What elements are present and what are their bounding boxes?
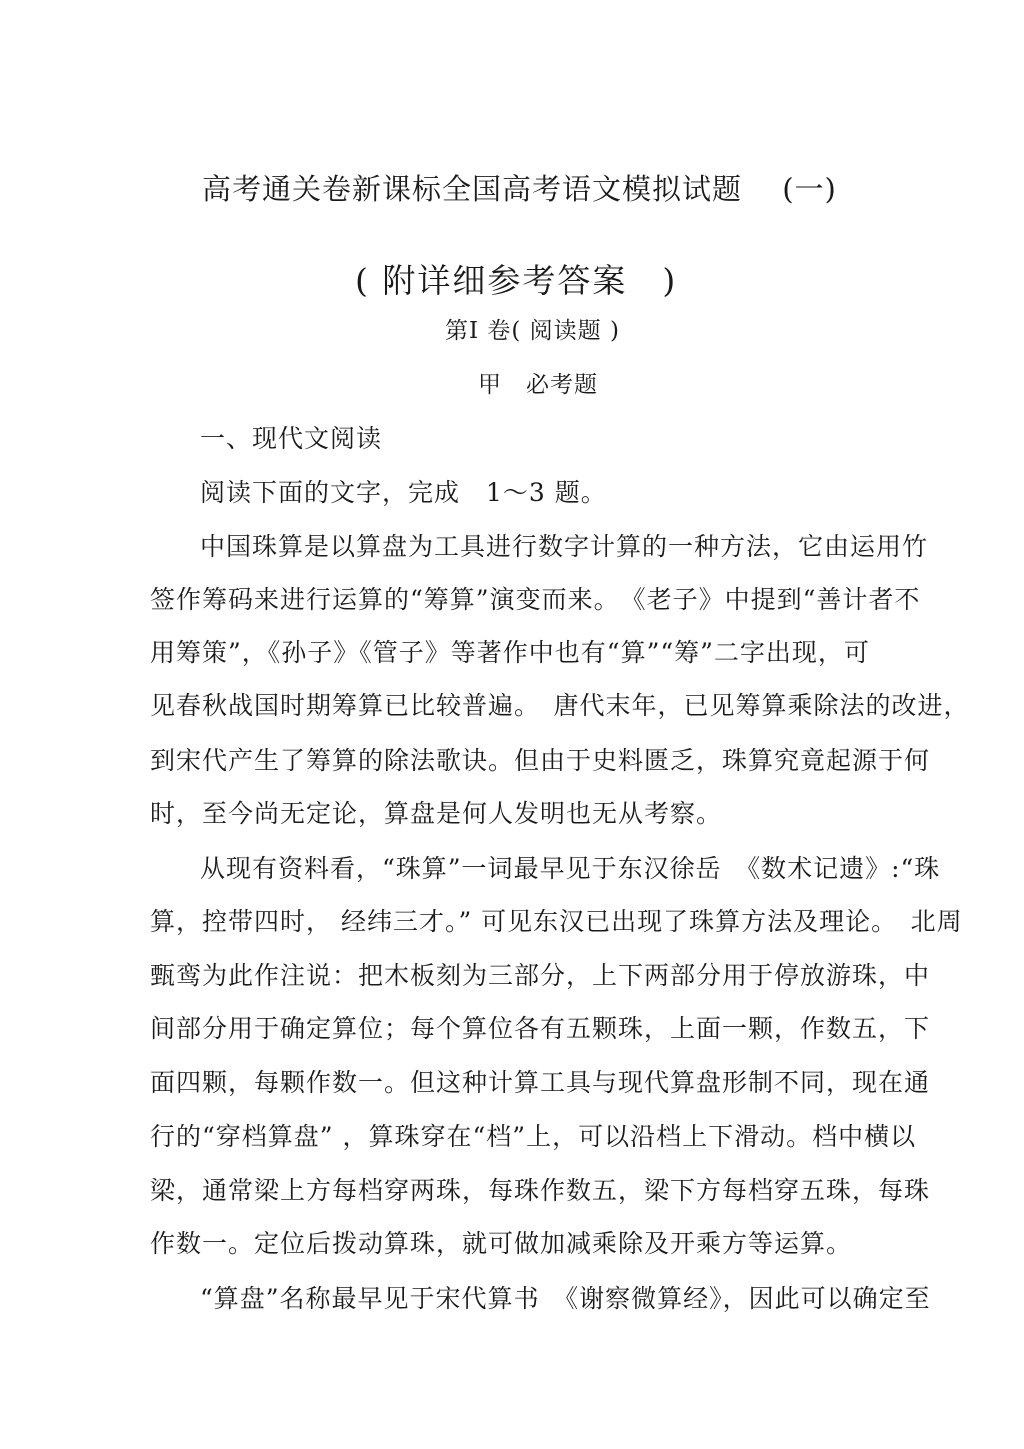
- body-line: 用筹策”，《孙子》《管子》等著作中也有“算”“筹”二字出现，可: [150, 638, 870, 667]
- volume-heading: 第Ⅰ 卷( 阅读题 ): [445, 318, 620, 344]
- document-subtitle: ( 附详细参考答案 ): [355, 261, 678, 300]
- section-heading: 一、现代文阅读: [200, 424, 383, 453]
- body-line: 见春秋战国时期筹算已比较普遍。 唐代末年，已见筹算乘除法的改进，: [150, 691, 970, 720]
- body-line: 时，至今尚无定论，算盘是何人发明也无从考察。: [150, 799, 723, 828]
- body-line: 算，控带四时， 经纬三才。” 可见东汉已出现了珠算方法及理论。 北周: [150, 907, 963, 936]
- body-line: 间部分用于确定算位；每个算位各有五颗珠，上面一颗，作数五，下: [150, 1014, 931, 1043]
- body-line: 梁，通常梁上方每档穿两珠，每珠作数五，梁下方每档穿五珠，每珠: [150, 1176, 931, 1205]
- body-line: 到宋代产生了筹算的除法歌诀。但由于史料匮乏，珠算究竟起源于何: [150, 746, 931, 775]
- body-line: 行的“穿档算盘” ，算珠穿在“档”上，可以沿档上下滑动。档中横以: [150, 1122, 917, 1151]
- body-line: 中国珠算是以算盘为工具进行数字计算的一种方法，它由运用竹: [200, 532, 929, 561]
- body-line: 甄鸾为此作注说：把木板刻为三部分，上下两部分用于停放游珠，中: [150, 961, 931, 990]
- part-heading: 甲 必考题: [478, 372, 598, 398]
- body-line: “算盘”名称最早见于宋代算书 《谢察微算经》，因此可以确定至: [200, 1284, 931, 1313]
- body-line: 签作筹码来进行运算的“筹算”演变而来。 《老子》中提到“善计者不: [150, 585, 921, 614]
- body-line: 作数一。定位后拨动算珠，就可做加减乘除及开乘方等运算。: [150, 1229, 853, 1258]
- reading-instruction: 阅读下面的文字，完成 1～3 题。: [200, 478, 607, 507]
- body-line: 从现有资料看，“珠算”一词最早见于东汉徐岳 《数术记遗》:“珠: [200, 854, 941, 883]
- document-title: 高考通关卷新课标全国高考语文模拟试题 (一): [202, 172, 837, 206]
- body-line: 面四颗，每颗作数一。但这种计算工具与现代算盘形制不同，现在通: [150, 1068, 931, 1097]
